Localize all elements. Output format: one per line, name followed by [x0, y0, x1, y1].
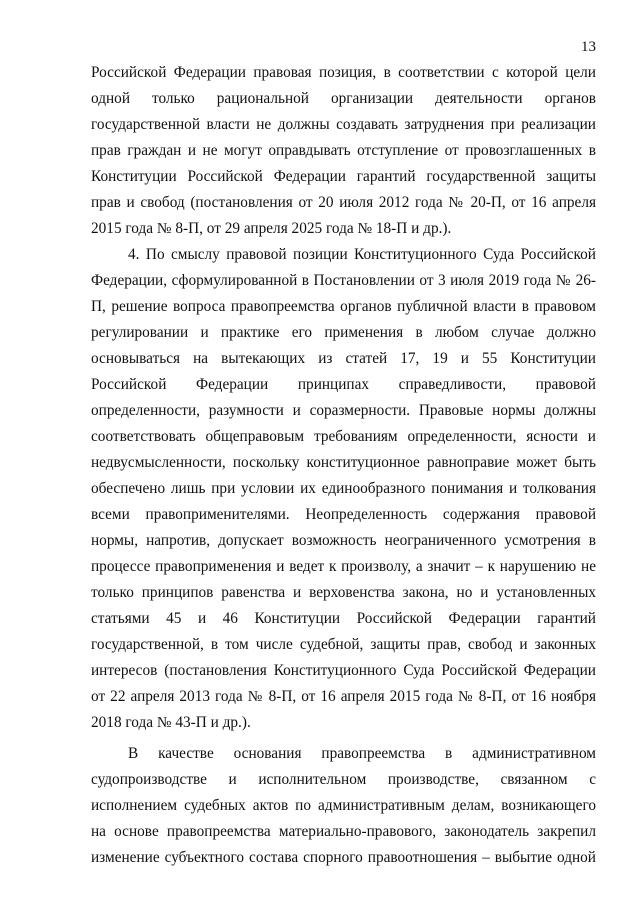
- document-body: [91, 60, 596, 871]
- text-line: на основе правопреемства материально-правового, законодатель закрепил: [91, 823, 596, 840]
- text-line: определенности, разумности и соразмерности. Правовые нормы должны: [91, 402, 596, 419]
- text-line: 2015 года № 8-П, от 29 апреля 2025 года № 18-П и др.).: [91, 220, 452, 237]
- text-line: прав и свобод (постановления от 20 июля 2012 года № 20-П, от 16 апреля: [91, 194, 596, 211]
- text-line: Российской Федерации принципах справедливости, правовой: [91, 376, 596, 393]
- text-line: интересов (постановления Конституционного Суда Российской Федерации: [91, 662, 596, 679]
- text-line: недвусмысленности, поскольку конституционное равноправие может быть: [91, 454, 596, 471]
- paragraph-3: [91, 741, 596, 871]
- text-line: судопроизводстве и исполнительном производстве, связанном с: [91, 771, 596, 788]
- text-line: Российской Федерации правовая позиция, в соответствии с которой цели: [91, 64, 596, 81]
- text-line: регулировании и практике его применения в любом случае должно: [91, 324, 596, 341]
- text-line: одной только рациональной организации деятельности органов: [91, 90, 596, 107]
- text-line: статьями 45 и 46 Конституции Российской Федерации гарантий: [91, 610, 596, 627]
- text-line: государственной, в том числе судебной, защиты прав, свобод и законных: [91, 636, 596, 653]
- text-line: от 22 апреля 2013 года № 8-П, от 16 апреля 2015 года № 8-П, от 16 ноября: [91, 688, 596, 705]
- text-line: всеми правоприменителями. Неопределенность содержания правовой: [91, 506, 596, 523]
- text-line: только принципов равенства и верховенства закона, но и установленных: [91, 584, 596, 601]
- text-line: основываться на вытекающих из статей 17, 19 и 55 Конституции: [91, 350, 596, 367]
- text-line: В качестве основания правопреемства в административном: [128, 745, 596, 762]
- text-line: соответствовать общеправовым требованиям определенности, ясности и: [91, 428, 596, 445]
- text-line: 2018 года № 43-П и др.).: [91, 714, 251, 731]
- text-line: государственной власти не должны создавать затруднения при реализации: [91, 116, 596, 133]
- text-line: обеспечено лишь при условии их единообразного понимания и толкования: [91, 480, 596, 497]
- text-line: нормы, напротив, допускает возможность неограниченного усмотрения в: [91, 532, 596, 549]
- text-line: П, решение вопроса правопреемства органов публичной власти в правовом: [91, 298, 596, 315]
- text-line: Федерации, сформулированной в Постановлении от 3 июля 2019 года № 26-: [91, 272, 596, 289]
- text-line: 4. По смыслу правовой позиции Конституционного Суда Российской: [128, 246, 596, 263]
- text-line: изменение субъектного состава спорного правоотношения – выбытие одной: [91, 849, 596, 866]
- text-line: процессе правоприменения и ведет к произволу, а значит – к нарушению не: [91, 558, 596, 575]
- text-line: Конституции Российской Федерации гарантий государственной защиты: [91, 168, 596, 185]
- page-number: 13: [581, 39, 596, 55]
- text-line: прав граждан и не могут оправдывать отступление от провозглашенных в: [91, 142, 596, 159]
- text-line: исполнением судебных актов по административным делам, возникающего: [91, 797, 596, 814]
- paragraph-1: [91, 60, 596, 242]
- paragraph-2: [91, 242, 596, 736]
